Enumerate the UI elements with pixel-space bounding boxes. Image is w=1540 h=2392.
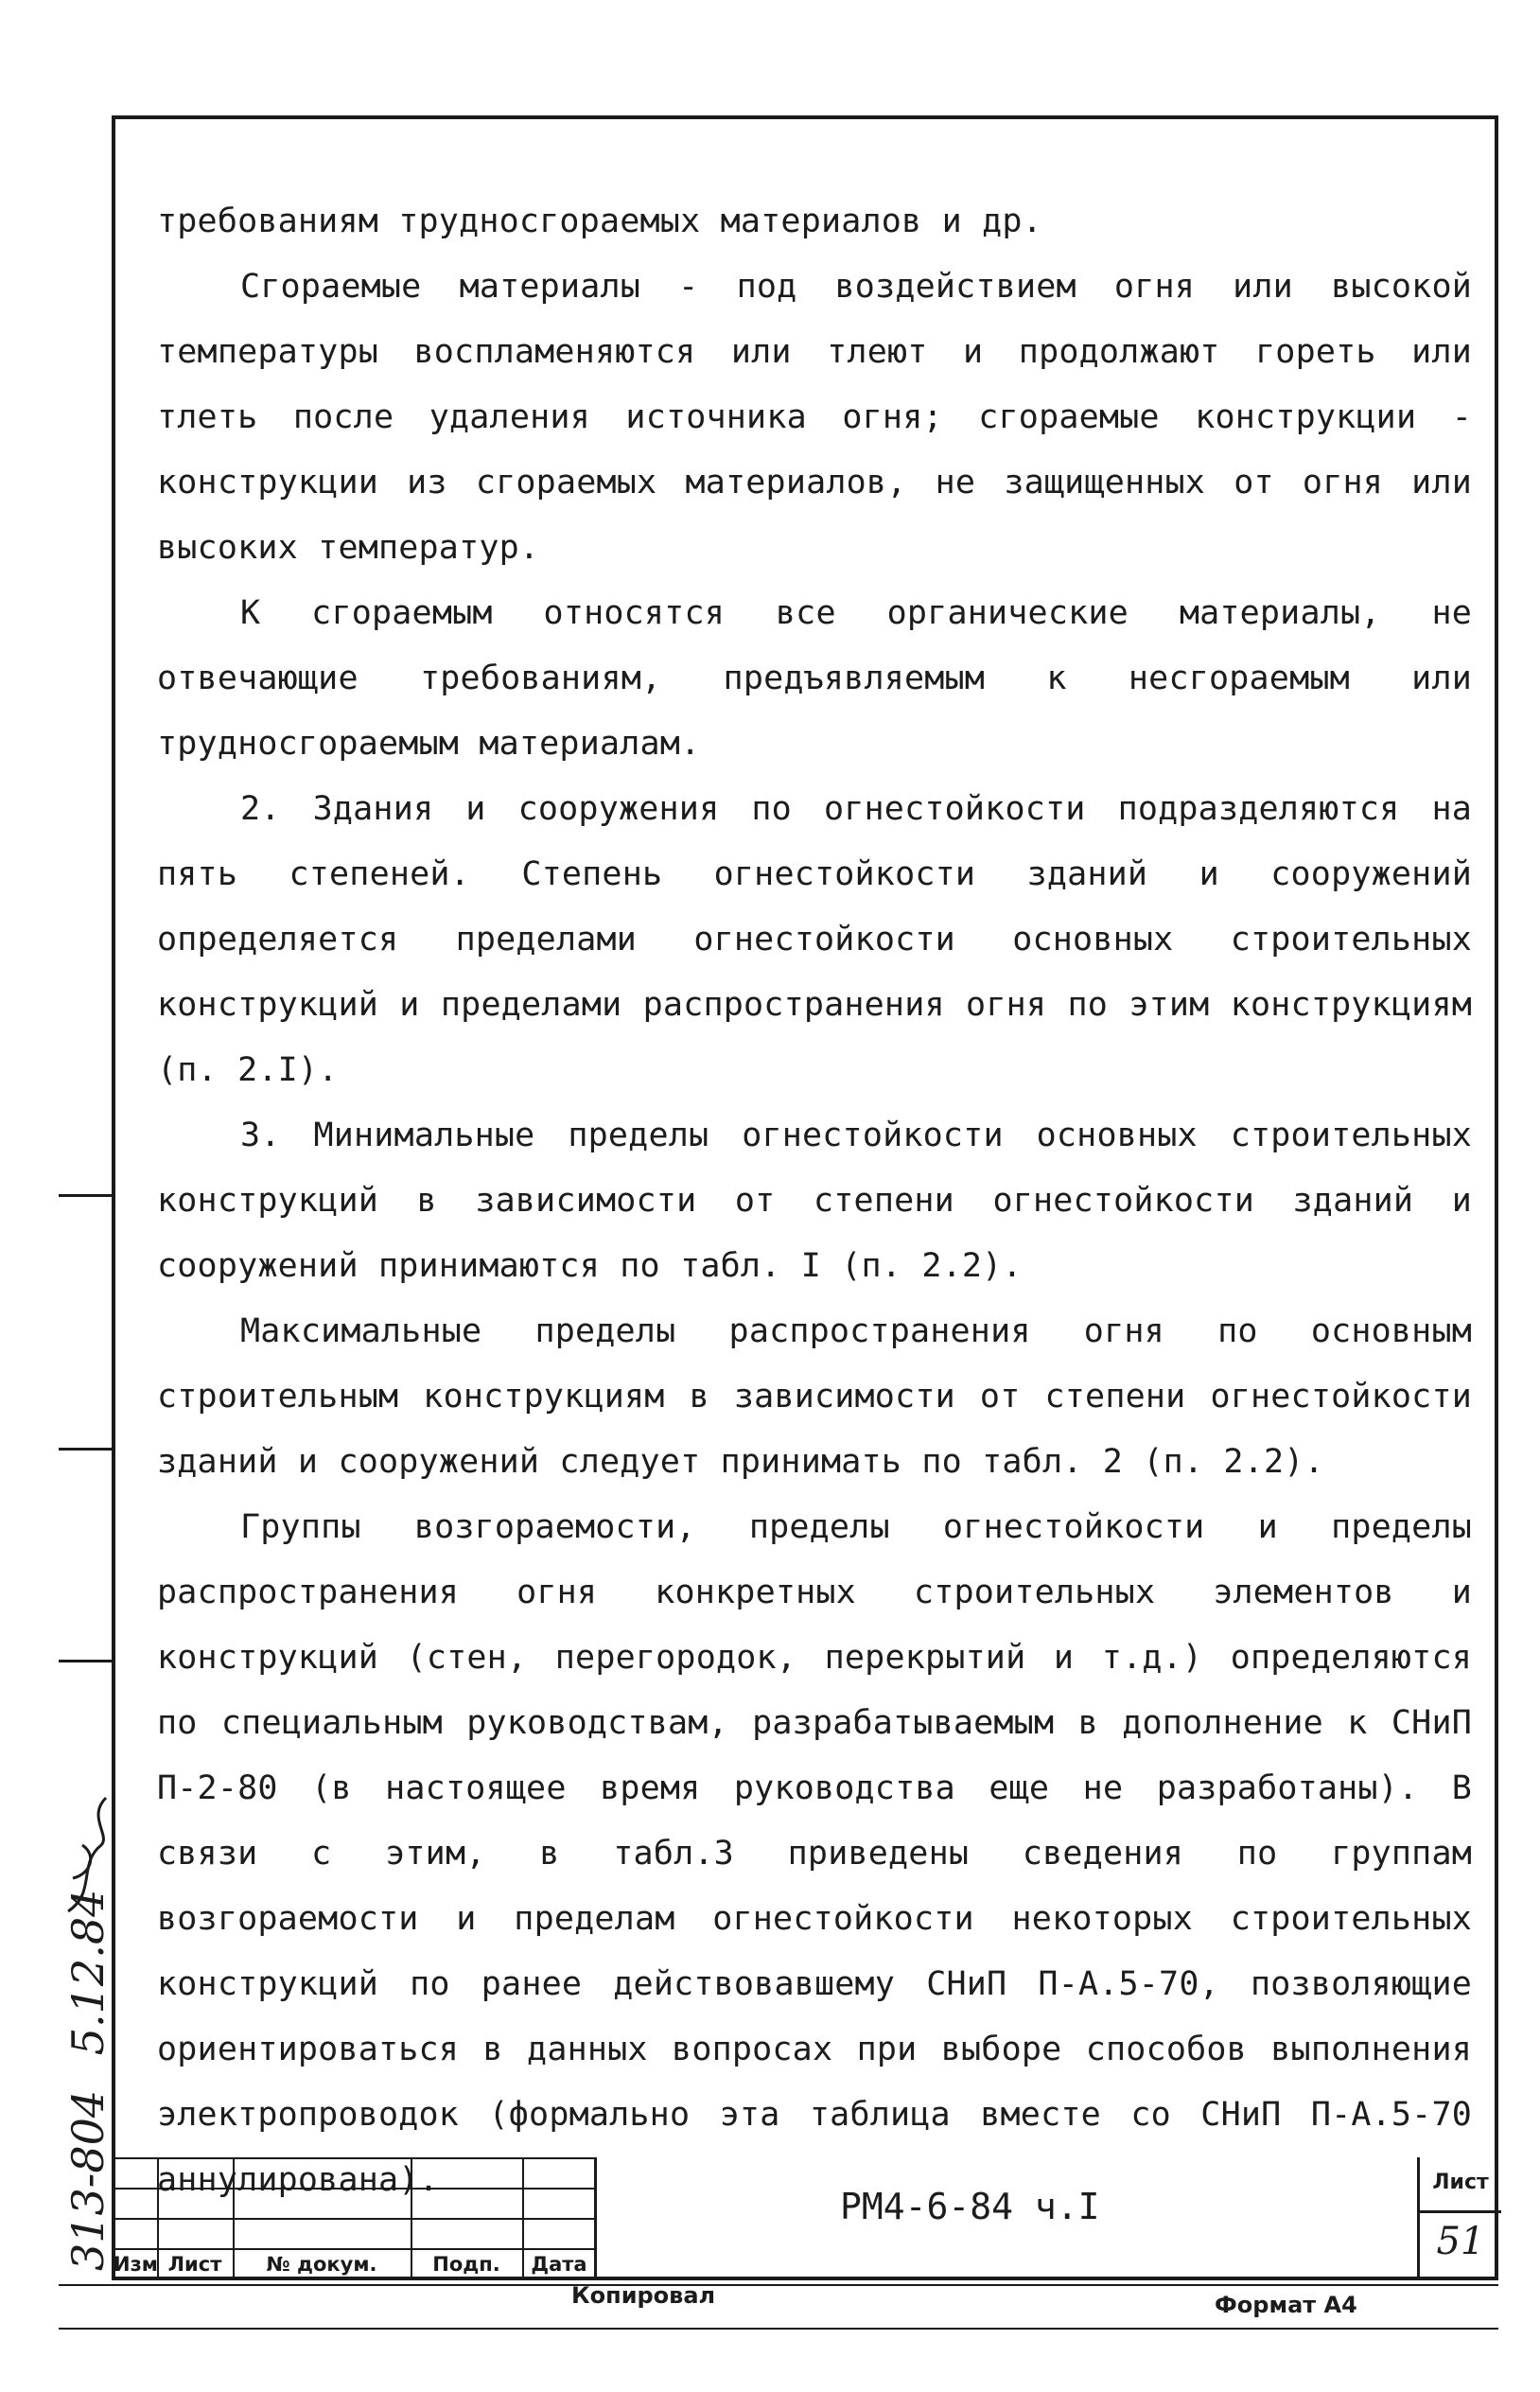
margin-tick (59, 1448, 114, 1451)
paragraph-7: Группы возгораемости, пределы огнестойкости и пределы распространения огня конкретных строительных элементов и конструкций (стен, перегородок, перекрытий и т.д.) определяются по специальным руководствам, разрабатываемым в дополнение к СНиП П-2-80 (в настоящее время руководства еще не разработаны). В связи с этим, в табл.3 приведены сведения по группам возгораемости и пределам огнестойкости некоторых строительных конструкций по ранее действовавшему СНиП П-А.5-70, позволяющие ориентироваться в данных вопросах при выборе способов выполнения электропроводок (формально эта таблица вместе со СНиП П-А.5-70 аннулирована). (157, 1508, 1472, 2199)
document-body (157, 189, 1472, 2213)
paragraph-1: требованиям трудносгораемых материалов и др. (157, 202, 1042, 240)
paragraph-3: К сгораемым относятся все органические материалы, не отвечающие требованиям, предъявляемым к несгораемым или трудносгораемым материалам. (157, 594, 1472, 763)
document-code: РМ4-6-84 ч.I (840, 2186, 1100, 2227)
paragraph-5: 3. Минимальные пределы огнестойкости основных строительных конструкций в зависимости от степени огнестойкости зданий и сооружений принимаются по табл. I (п. 2.2). (157, 1117, 1472, 1285)
col-label-doc-number: № докум. (266, 2253, 377, 2276)
col-label-sheet: Лист (167, 2253, 222, 2276)
col-label-date: Дата (531, 2253, 587, 2276)
stamp-date: 5.12.84 (62, 1889, 114, 2056)
revision-grid (112, 2157, 596, 2280)
margin-tick (59, 1660, 114, 1662)
signature-mark (59, 1788, 115, 1921)
paragraph-6: Максимальные пределы распространения огня по основным строительным конструкциям в зависимости от степени огнестойкости зданий и сооружений следует принимать по табл. 2 (п. 2.2). (157, 1312, 1472, 1481)
bottom-rule (59, 2284, 1498, 2286)
paragraph-2: Сгораемые материалы - под воздействием огня или высокой температуры воспламеняются или тлеют и продолжают гореть или тлеть после удаления источника огня; сгораемые конструкции - конструкции из сгораемых материалов, не защищенных от огня или высоких температур. (157, 268, 1472, 567)
footer-copied-label: Копировал (571, 2282, 716, 2309)
sheet-box (1417, 2157, 1501, 2280)
title-block (112, 2157, 1498, 2280)
inventory-number: 313-804 (62, 2089, 114, 2271)
col-label-signature: Подп. (432, 2253, 500, 2276)
sheet-label: Лист (1432, 2171, 1489, 2194)
footer-format-label: Формат А4 (1215, 2292, 1357, 2318)
col-label-revision: Изм (114, 2253, 158, 2276)
bottom-rule (59, 2328, 1498, 2330)
paragraph-4: 2. Здания и сооружения по огнестойкости подразделяются на пять степеней. Степень огнестойкости зданий и сооружений определяется пределами огнестойкости основных строительных конструкций и пределами распространения огня по этим конструкциям (п. 2.I). (157, 790, 1472, 1089)
side-inventory-stamp (62, 1869, 114, 2271)
sheet-number: 51 (1436, 2220, 1485, 2263)
margin-tick (59, 1194, 114, 1197)
